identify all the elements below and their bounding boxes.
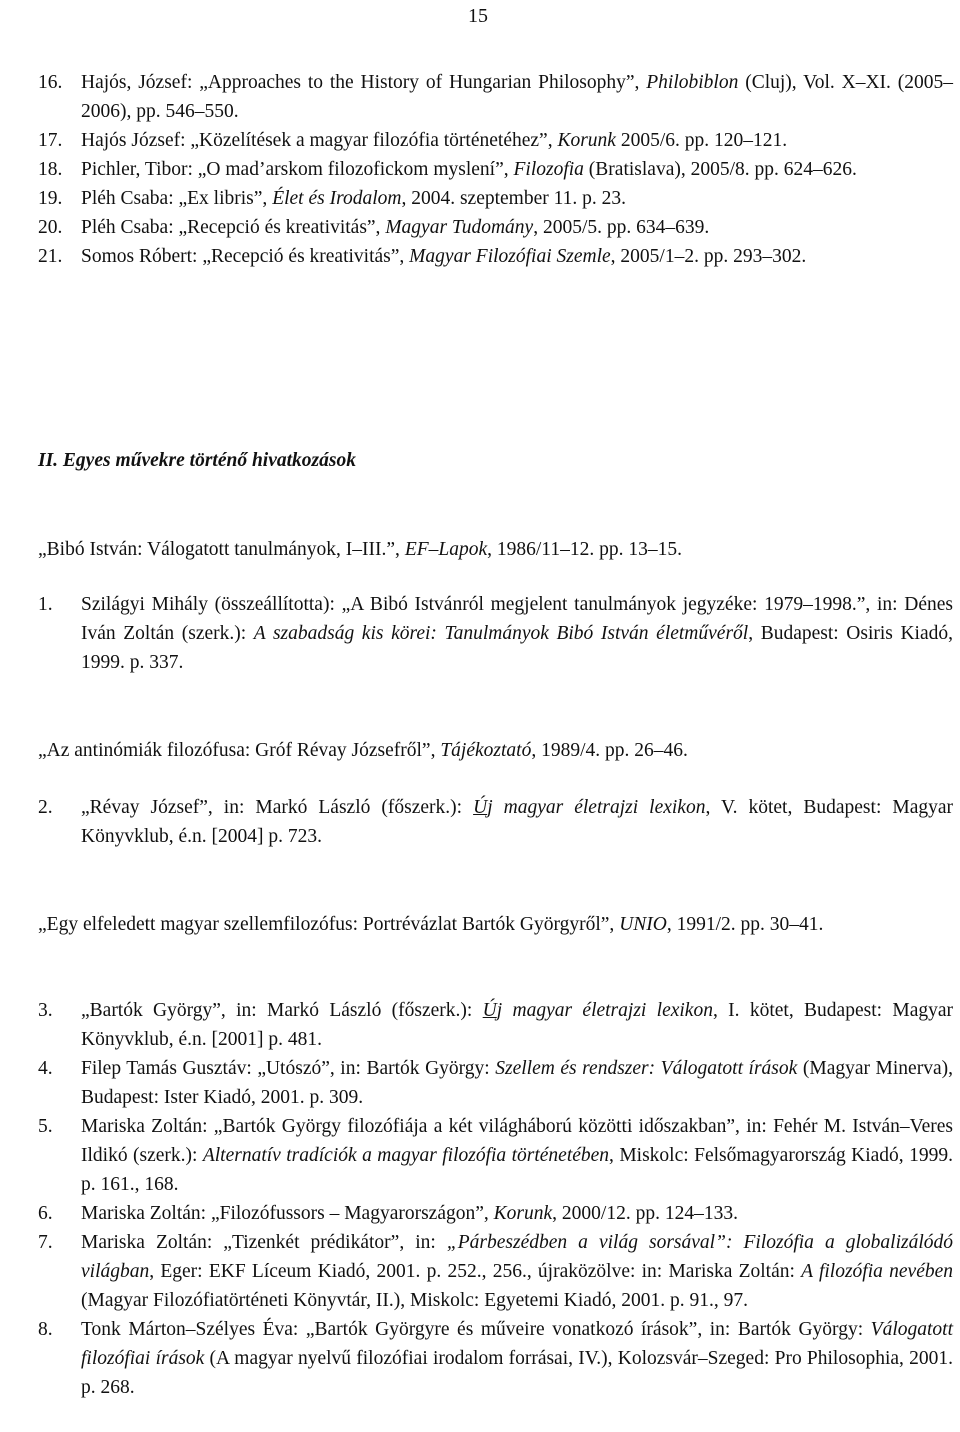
citation-text: Pléh Csaba: „Ex libris”, Élet és Irodalom, 2004. szeptember 11. p. 23. [81, 188, 627, 209]
citation-number: 3. [38, 1000, 53, 1021]
citation-entry [38, 242, 953, 271]
citation-number: 8. [38, 1319, 53, 1340]
citation-list-a [38, 68, 953, 271]
citation-text: Tonk Márton–Szélyes Éva: „Bartók Györgyre és műveire vonatkozó írások”, in: Bartók György: Válogatott filozófiai írások (A magyar nyelvű filozófiai irodalom forrásai, IV.), Kolozsvár–Szeged: Pro Philosophia, 2001. p. 268. [81, 1319, 953, 1398]
citation-text: Somos Róbert: „Recepció és kreativitás”, Magyar Filozófiai Szemle, 2005/1–2. pp. 293–302. [81, 246, 807, 267]
citation-text: Pléh Csaba: „Recepció és kreativitás”, Magyar Tudomány, 2005/5. pp. 634–639. [81, 217, 710, 238]
citation-number: 2. [38, 797, 53, 818]
citation-text: Szilágyi Mihály (összeállította): „A Bibó Istvánról megjelent tanulmányok jegyzéke: 1979–1998.”, in: Dénes Iván Zoltán (szerk.): A szabadság kis körei: Tanulmányok Bibó István életművéről, Budapest: Osiris Kiadó, 1999. p. 337. [81, 594, 954, 673]
citation-number: 5. [38, 1116, 53, 1137]
citation-text: „Révay József”, in: Markó László (főszerk.): Új magyar életrajzi lexikon, V. kötet, Budapest: Magyar Könyvklub, é.n. [2004] p. 723. [81, 797, 954, 847]
citation-entry [38, 1112, 953, 1199]
citation-text: Mariska Zoltán: „Bartók György filozófiája a két világháború közötti időszakban”, in: Fehér M. István–Veres Ildikó (szerk.): Alternatív tradíciók a magyar filozófia történetében, Miskolc: Felsőmagyarország Kiadó, 1999. p. 161., 168. [81, 1116, 953, 1195]
work-title-bartok: „Egy elfeledett magyar szellemfilozófus: Portrévázlat Bartók Györgyről”, UNIO, 1991/2. pp. 30–41. [38, 914, 824, 935]
citation-number: 17. [38, 130, 63, 151]
citation-entry [38, 590, 953, 677]
citation-text: Mariska Zoltán: „Filozófussors – Magyarországon”, Korunk, 2000/12. pp. 124–133. [81, 1203, 738, 1224]
citation-entry [38, 1315, 953, 1402]
citation-entry [38, 68, 953, 126]
citation-number: 20. [38, 217, 63, 238]
citation-entry [38, 996, 953, 1054]
citation-number: 16. [38, 72, 63, 93]
citation-entry [38, 155, 953, 184]
citation-number: 21. [38, 246, 63, 267]
citation-number: 4. [38, 1058, 53, 1079]
work-title-revay: „Az antinómiák filozófusa: Gróf Révay Józsefről”, Tájékoztató, 1989/4. pp. 26–46. [38, 740, 688, 761]
citation-number: 18. [38, 159, 63, 180]
citation-entry [38, 1228, 953, 1315]
citation-list-c [38, 793, 953, 851]
citation-number: 19. [38, 188, 63, 209]
citation-text: Pichler, Tibor: „O mad’arskom filozofickom myslení”, Filozofia (Bratislava), 2005/8. pp. 624–626. [81, 159, 857, 180]
work-title-bibo: „Bibó István: Válogatott tanulmányok, I–III.”, EF–Lapok, 1986/11–12. pp. 13–15. [38, 539, 682, 560]
citation-list-d [38, 996, 953, 1402]
citation-entry [38, 793, 953, 851]
citation-entry [38, 126, 953, 155]
citation-entry [38, 1199, 953, 1228]
citation-text: Filep Tamás Gusztáv: „Utószó”, in: Bartók György: Szellem és rendszer: Válogatott írások (Magyar Minerva), Budapest: Ister Kiadó, 2001. p. 309. [81, 1058, 953, 1108]
citation-text: Hajós József: „Közelítések a magyar filozófia történetéhez”, Korunk 2005/6. pp. 120–121. [81, 130, 788, 151]
citation-text: Mariska Zoltán: „Tizenkét prédikátor”, in: „Párbeszédben a világ sorsával”: Filozófia a globalizálódó világban, Eger: EKF Líceum Kiadó, 2001. p. 252., 256., újraközölve: in: Mariska Zoltán: A filozófia nevében (Magyar Filozófiatörténeti Könyvtár, II.), Miskolc: Egyetemi Kiadó, 2001. p. 91., 97. [81, 1232, 954, 1311]
citation-entry [38, 1054, 953, 1112]
citation-number: 7. [38, 1232, 53, 1253]
citation-entry [38, 213, 953, 242]
section-heading: II. Egyes művekre történő hivatkozások [38, 450, 356, 471]
citation-list-b [38, 590, 953, 677]
citation-entry [38, 184, 953, 213]
page-number: 15 [468, 5, 488, 27]
citation-number: 6. [38, 1203, 53, 1224]
citation-number: 1. [38, 594, 53, 615]
citation-text: Hajós, József: „Approaches to the History of Hungarian Philosophy”, Philobiblon (Cluj), Vol. X–XI. (2005–2006), pp. 546–550. [81, 72, 953, 122]
citation-text: „Bartók György”, in: Markó László (főszerk.): Új magyar életrajzi lexikon, I. kötet, Budapest: Magyar Könyvklub, é.n. [2001] p. 481. [81, 1000, 954, 1050]
